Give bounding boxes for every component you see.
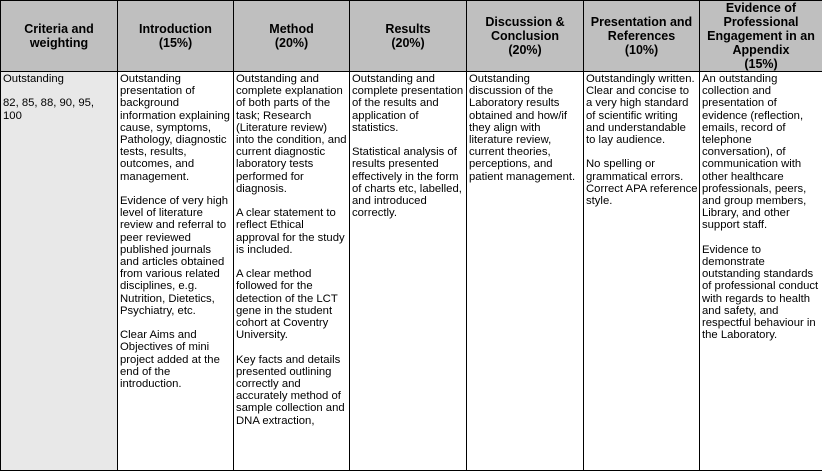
cell-discussion: Outstanding discussion of the Laboratory results obtained and how/if they align with literature review, current theories, perceptions, and patient management. <box>467 72 584 471</box>
header-weight: (10%) <box>624 43 659 57</box>
header-weight: (15%) <box>744 57 778 71</box>
header-weight: (15%) <box>158 36 193 50</box>
cell-introduction: Outstanding presentation of background information explaining cause, symptoms, Pathology, diagnostic tests, results, outcomes, and management. Evidence of very high level of literature review and referral to peer reviewed published journals and articles obtained from various related disciplines, e.g. Nutrition, Dietetics, Psychiatry, etc. Clear Aims and Objectives of mini project added at the end of the introduction. <box>118 72 234 471</box>
header-title: Discussion & Conclusion <box>485 15 565 43</box>
header-title: Introduction <box>139 22 212 36</box>
header-row <box>1 1 822 72</box>
outstanding-row <box>1 72 822 471</box>
header-title: Criteria and weighting <box>24 22 94 50</box>
header-engagement <box>700 1 822 72</box>
cell-engagement: An outstanding collection and presentation of evidence (reflection, emails, record of telephone conversation), of communication with other healthcare professionals, peers, and group members, Library, and other support staff. Evidence to demonstrate outstanding standards of professional conduct with regards to health and safety, and respectful behaviour in the Laboratory. <box>700 72 822 471</box>
header-criteria <box>1 1 118 72</box>
header-title: Results <box>385 22 431 36</box>
header-weight: (20%) <box>508 43 542 57</box>
header-presentation <box>584 1 700 72</box>
header-weight: (20%) <box>274 36 309 50</box>
cell-method: Outstanding and complete explanation of both parts of the task; Research (Literature review) into the condition, and current diagnostic laboratory tests performed for diagnosis. A clear statement to reflect Ethical approval for the study is included. A clear method followed for the detection of the LCT gene in the student cohort at Coventry University. Key facts and details presented outlining correctly and accurately method of sample collection and DNA extraction, <box>234 72 350 471</box>
header-method <box>234 1 350 72</box>
header-discussion <box>467 1 584 72</box>
header-title: Evidence of Professional Engagement in an Appendix <box>707 1 815 57</box>
header-title: Presentation and References <box>590 15 693 43</box>
cell-results: Outstanding and complete presentation of the results and application of statistics. Statistical analysis of results presented effectively in the form of charts etc, labelled, and introduced correctly. <box>350 72 467 471</box>
cell-presentation: Outstandingly written. Clear and concise to a very high standard of scientific writing and understandable to lay audience. No spelling or grammatical errors. Correct APA reference style. <box>584 72 700 471</box>
header-results <box>350 1 467 72</box>
header-weight: (20%) <box>391 36 425 50</box>
header-title: Method <box>269 22 314 36</box>
header-introduction <box>118 1 234 72</box>
cell-criteria: Outstanding 82, 85, 88, 90, 95, 100 <box>1 72 118 471</box>
